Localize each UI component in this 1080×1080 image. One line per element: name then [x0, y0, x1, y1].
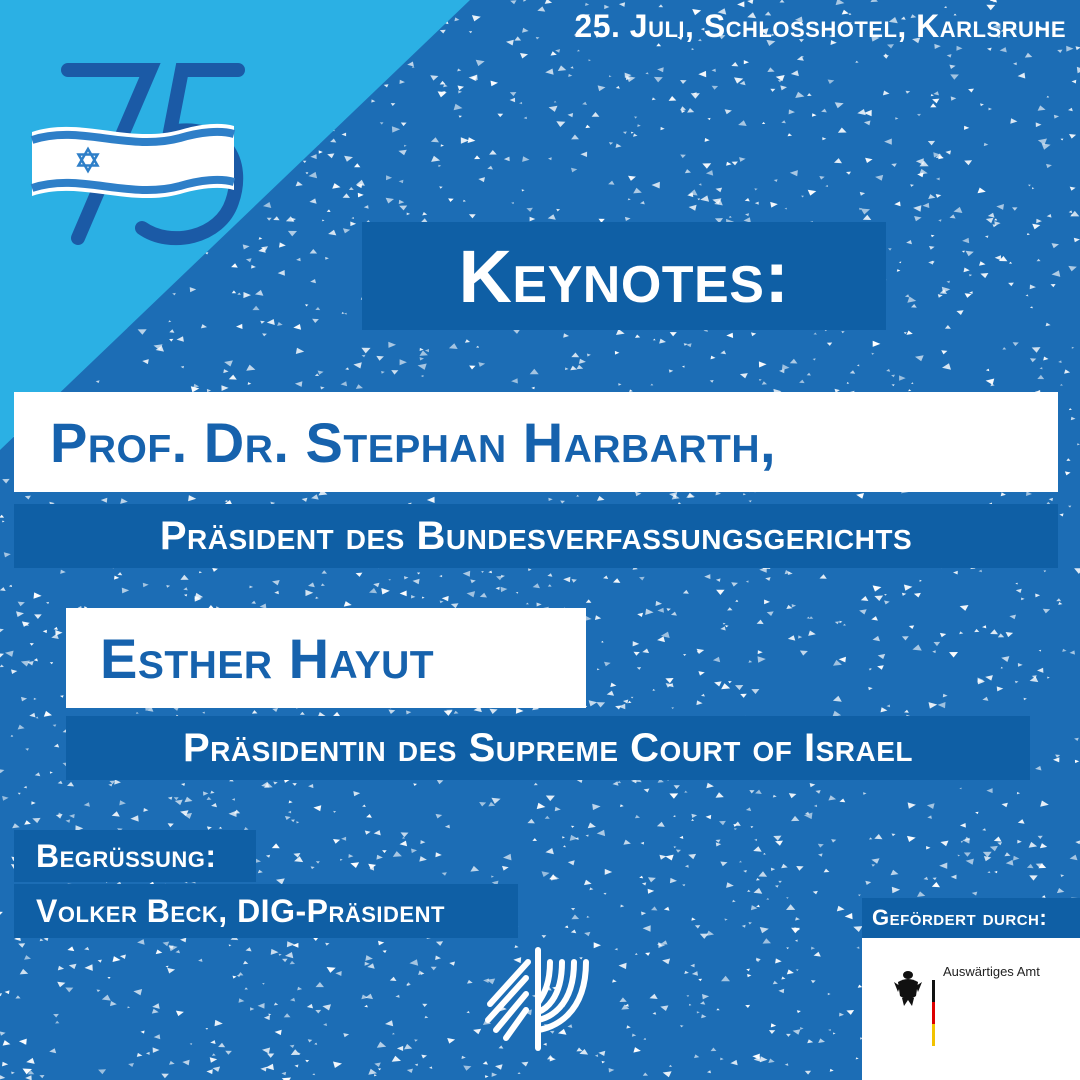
- keynotes-title: Keynotes:: [362, 222, 886, 330]
- israel-flag-ribbon-icon: [32, 124, 234, 198]
- date-location: 25. Juli, Schlosshotel, Karlsruhe: [574, 8, 1066, 44]
- sponsor-name: Auswärtiges Amt: [943, 964, 1040, 979]
- dig-menorah-logo-icon: [478, 944, 602, 1056]
- sponsor-label: Gefördert durch:: [862, 898, 1080, 938]
- welcome-label: Begrüßung:: [14, 830, 256, 882]
- anniversary-75-logo: [20, 52, 260, 262]
- speaker-role-harbarth: Präsident des Bundesverfassungsgerichts: [14, 504, 1058, 568]
- sponsor-logo-box: [862, 938, 1080, 1080]
- speaker-name-harbarth: Prof. Dr. Stephan Harbarth,: [14, 392, 1058, 492]
- speaker-name-hayut: Esther Hayut: [66, 608, 586, 708]
- welcome-speaker: Volker Beck, DIG-Präsident: [14, 884, 518, 938]
- speaker-role-hayut: Präsidentin des Supreme Court of Israel: [66, 716, 1030, 780]
